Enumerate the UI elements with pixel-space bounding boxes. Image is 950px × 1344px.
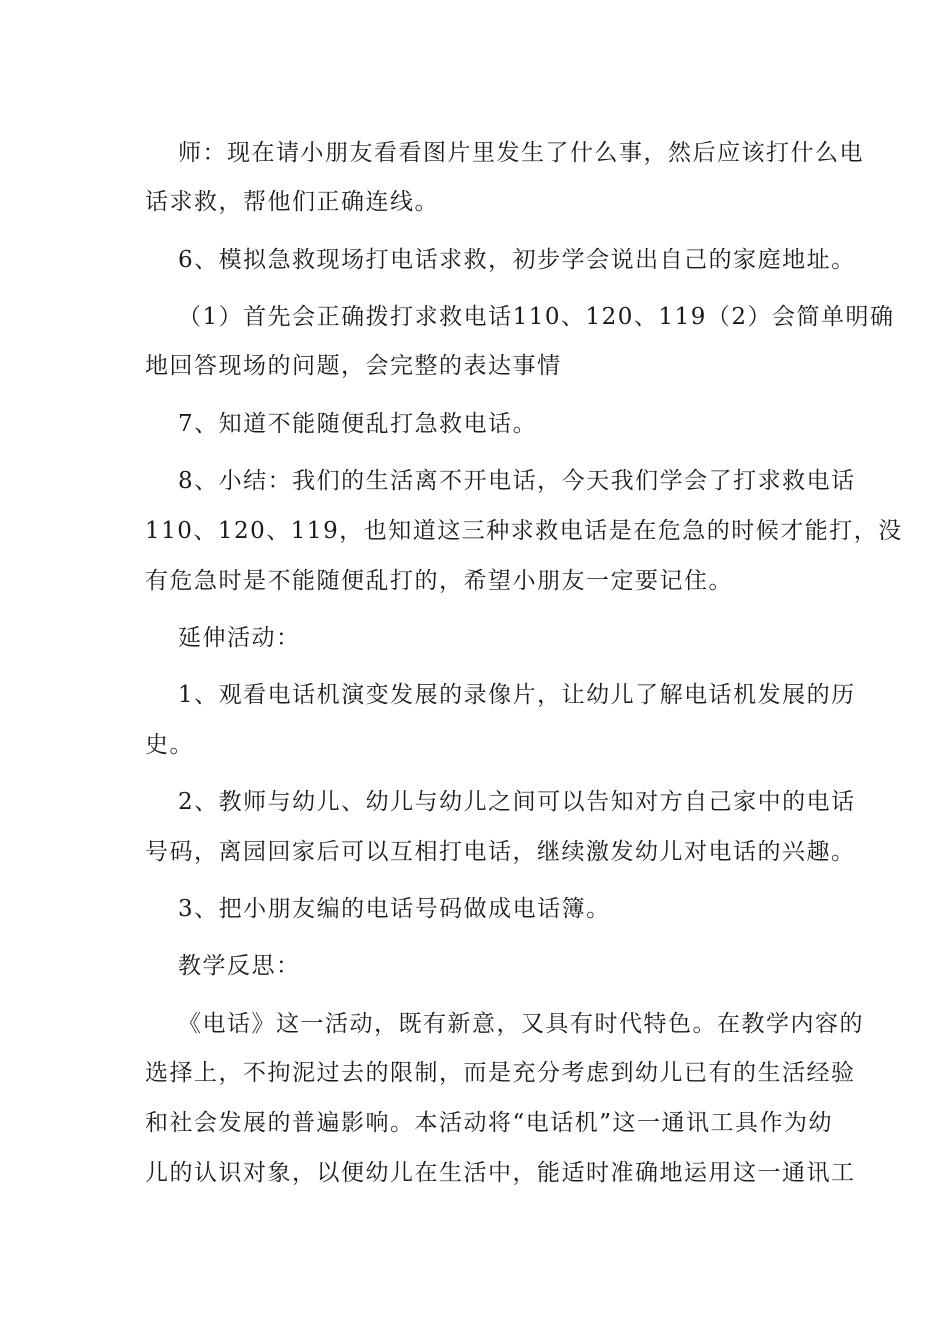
paragraph-line: 110、120、119，也知道这三种求救电话是在危急的时候才能打，没: [145, 518, 903, 544]
paragraph-line: 7、知道不能随便乱打急救电话。: [178, 411, 538, 437]
paragraph-line: 和社会发展的普遍影响。本活动将“电话机”这一通讯工具作为幼: [145, 1110, 834, 1136]
paragraph-line: （1）首先会正确拨打求救电话110、120、119（2）会简单明确: [178, 304, 895, 330]
paragraph-line: 1、观看电话机演变发展的录像片，让幼儿了解电话机发展的历: [178, 682, 856, 708]
paragraph-line: 8、小结：我们的生活离不开电话，今天我们学会了打求救电话: [178, 468, 856, 494]
paragraph-line: 儿的认识对象，以便幼儿在生活中，能适时准确地运用这一通讯工: [145, 1160, 856, 1186]
paragraph-line: 选择上，不拘泥过去的限制，而是充分考虑到幼儿已有的生活经验: [145, 1060, 856, 1086]
paragraph-line: 6、模拟急救现场打电话求救，初步学会说出自己的家庭地址。: [178, 247, 856, 273]
paragraph-line: 史。: [145, 732, 194, 758]
paragraph-line: 3、把小朋友编的电话号码做成电话簿。: [178, 896, 611, 922]
paragraph-line: 《电话》这一活动，既有新意，又具有时代特色。在教学内容的: [178, 1011, 864, 1037]
paragraph-line: 师：现在请小朋友看看图片里发生了什么事，然后应该打什么电: [178, 140, 864, 166]
paragraph-line: 地回答现场的问题，会完整的表达事情: [145, 353, 562, 379]
paragraph-line: 号码，离园回家后可以互相打电话，继续激发幼儿对电话的兴趣。: [145, 839, 856, 865]
paragraph-line: 2、教师与幼儿、幼儿与幼儿之间可以告知对方自己家中的电话: [178, 789, 856, 815]
section-heading: 教学反思：: [178, 953, 301, 979]
paragraph-line: 有危急时是不能随便乱打的，希望小朋友一定要记住。: [145, 568, 733, 594]
paragraph-line: 话求救，帮他们正确连线。: [145, 189, 439, 215]
section-heading: 延伸活动：: [178, 625, 301, 651]
